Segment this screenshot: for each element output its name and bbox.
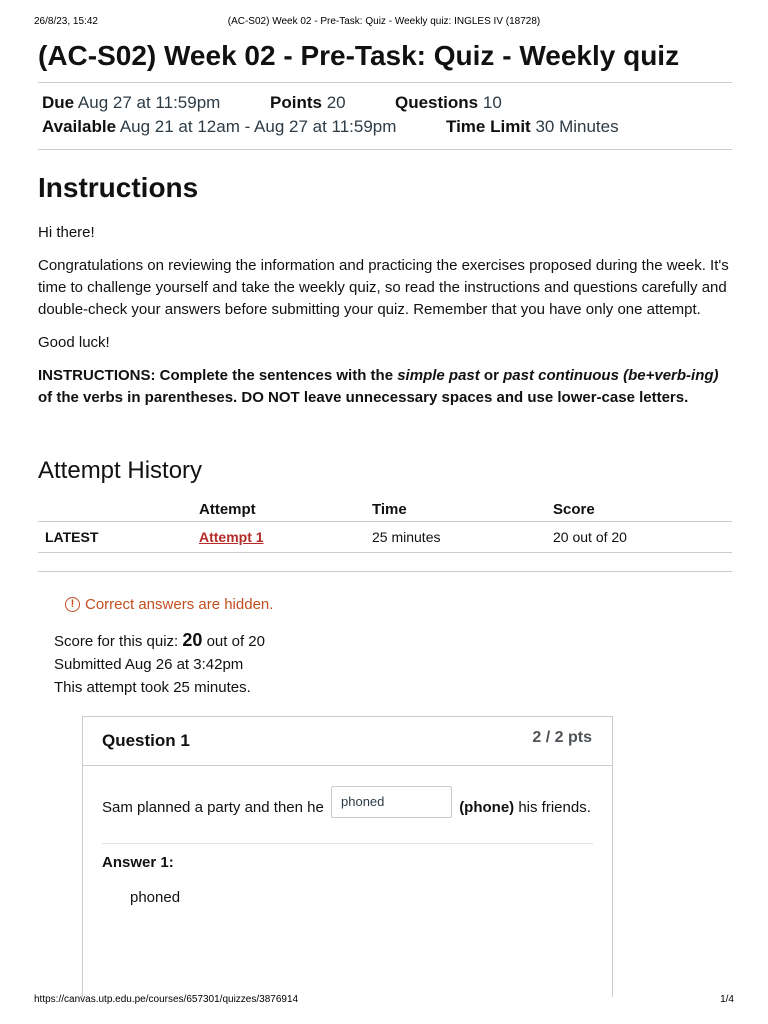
duration-line: This attempt took 25 minutes. bbox=[54, 679, 251, 696]
column-header: Time bbox=[372, 497, 553, 522]
directions-text: or bbox=[479, 367, 504, 384]
quiz-details bbox=[38, 83, 732, 149]
directions-text: of the verbs in parentheses. DO NOT leave unnecessary spaces and use lower-case letters. bbox=[38, 389, 689, 406]
answer-input[interactable]: phoned bbox=[331, 786, 452, 818]
table-row bbox=[38, 522, 732, 553]
instructions-good-luck: Good luck! bbox=[38, 334, 110, 351]
attempt-cell bbox=[199, 522, 372, 553]
available-label: Available bbox=[42, 117, 117, 136]
divider bbox=[38, 571, 732, 572]
attempt-link[interactable]: Attempt 1 bbox=[199, 529, 264, 545]
score-suffix: out of 20 bbox=[202, 633, 265, 650]
question-text bbox=[102, 791, 593, 825]
directions-emphasis: simple past bbox=[397, 367, 480, 384]
question-header bbox=[83, 717, 612, 766]
time-limit-value: 30 Minutes bbox=[535, 117, 619, 136]
print-url: https://canvas.utp.edu.pe/courses/657301/quizzes/3876914 bbox=[34, 994, 299, 1005]
time-cell: 25 minutes bbox=[372, 522, 553, 553]
score-summary bbox=[54, 629, 732, 699]
instructions-greeting: Hi there! bbox=[38, 224, 95, 241]
print-page-number: 1/4 bbox=[720, 994, 734, 1005]
verb-hint: (phone) bbox=[459, 799, 515, 816]
warning-icon: ! bbox=[65, 597, 80, 612]
question-text-before: Sam planned a party and then he bbox=[102, 799, 324, 816]
question-text-after: his friends. bbox=[514, 799, 591, 816]
points-field bbox=[270, 91, 346, 115]
details-row-1 bbox=[42, 91, 728, 115]
time-limit-field bbox=[446, 115, 619, 139]
question-points: 2 / 2 pts bbox=[532, 729, 592, 746]
print-header bbox=[0, 16, 768, 30]
score-cell: 20 out of 20 bbox=[553, 522, 732, 553]
quiz-content bbox=[38, 34, 732, 699]
instructions-directions bbox=[38, 365, 732, 409]
questions-value: 10 bbox=[482, 93, 502, 112]
question-card bbox=[82, 716, 613, 997]
score-prefix: Score for this quiz: bbox=[54, 633, 183, 650]
print-footer bbox=[0, 994, 768, 1008]
column-header: Score bbox=[553, 497, 732, 522]
points-value: 20 bbox=[326, 93, 346, 112]
due-label: Due bbox=[42, 93, 75, 112]
divider bbox=[38, 149, 732, 150]
directions-emphasis: past continuous (be+verb-ing) bbox=[503, 367, 719, 384]
attempt-history-heading: Attempt History bbox=[38, 457, 203, 484]
details-row-2 bbox=[42, 115, 728, 139]
attempt-history-table bbox=[38, 497, 732, 553]
time-limit-label: Time Limit bbox=[446, 117, 531, 136]
directions-text: INSTRUCTIONS: Complete the sentences with the bbox=[38, 367, 398, 384]
answer-label: Answer 1: bbox=[102, 854, 174, 871]
column-header: Attempt bbox=[199, 497, 372, 522]
notice-text: Correct answers are hidden. bbox=[85, 596, 274, 613]
instructions-body: Congratulations on reviewing the information and practicing the exercises proposed during the week. It's time to challenge yourself and take the weekly quiz, so read the instructions and questions carefully and double-check your answers before submitting your quiz. Remember that you have only one attempt. bbox=[38, 257, 729, 318]
column-header bbox=[38, 497, 199, 522]
latest-label: LATEST bbox=[38, 522, 199, 553]
questions-field bbox=[395, 91, 502, 115]
due-value: Aug 27 at 11:59pm bbox=[77, 93, 221, 112]
points-label: Points bbox=[270, 93, 322, 112]
hidden-answers-notice bbox=[65, 596, 732, 613]
divider bbox=[102, 843, 593, 844]
due-field bbox=[42, 91, 220, 115]
table-header-row bbox=[38, 497, 732, 522]
submitted-line: Submitted Aug 26 at 3:42pm bbox=[54, 656, 244, 673]
score-line bbox=[54, 629, 732, 653]
page-title: (AC-S02) Week 02 - Pre-Task: Quiz - Weekly quiz bbox=[38, 40, 680, 71]
available-value: Aug 21 at 12am - Aug 27 at 11:59pm bbox=[119, 117, 397, 136]
questions-label: Questions bbox=[395, 93, 479, 112]
available-field bbox=[42, 115, 396, 139]
print-timestamp: 26/8/23, 15:42 bbox=[34, 16, 98, 27]
question-body bbox=[83, 766, 612, 906]
question-title: Question 1 bbox=[102, 731, 190, 750]
instructions-heading: Instructions bbox=[38, 172, 199, 203]
answer-value: phoned bbox=[130, 889, 181, 906]
print-document-title: (AC-S02) Week 02 - Pre-Task: Quiz - Weekly quiz: INGLES IV (18728) bbox=[227, 16, 541, 27]
score-value: 20 bbox=[182, 630, 203, 650]
